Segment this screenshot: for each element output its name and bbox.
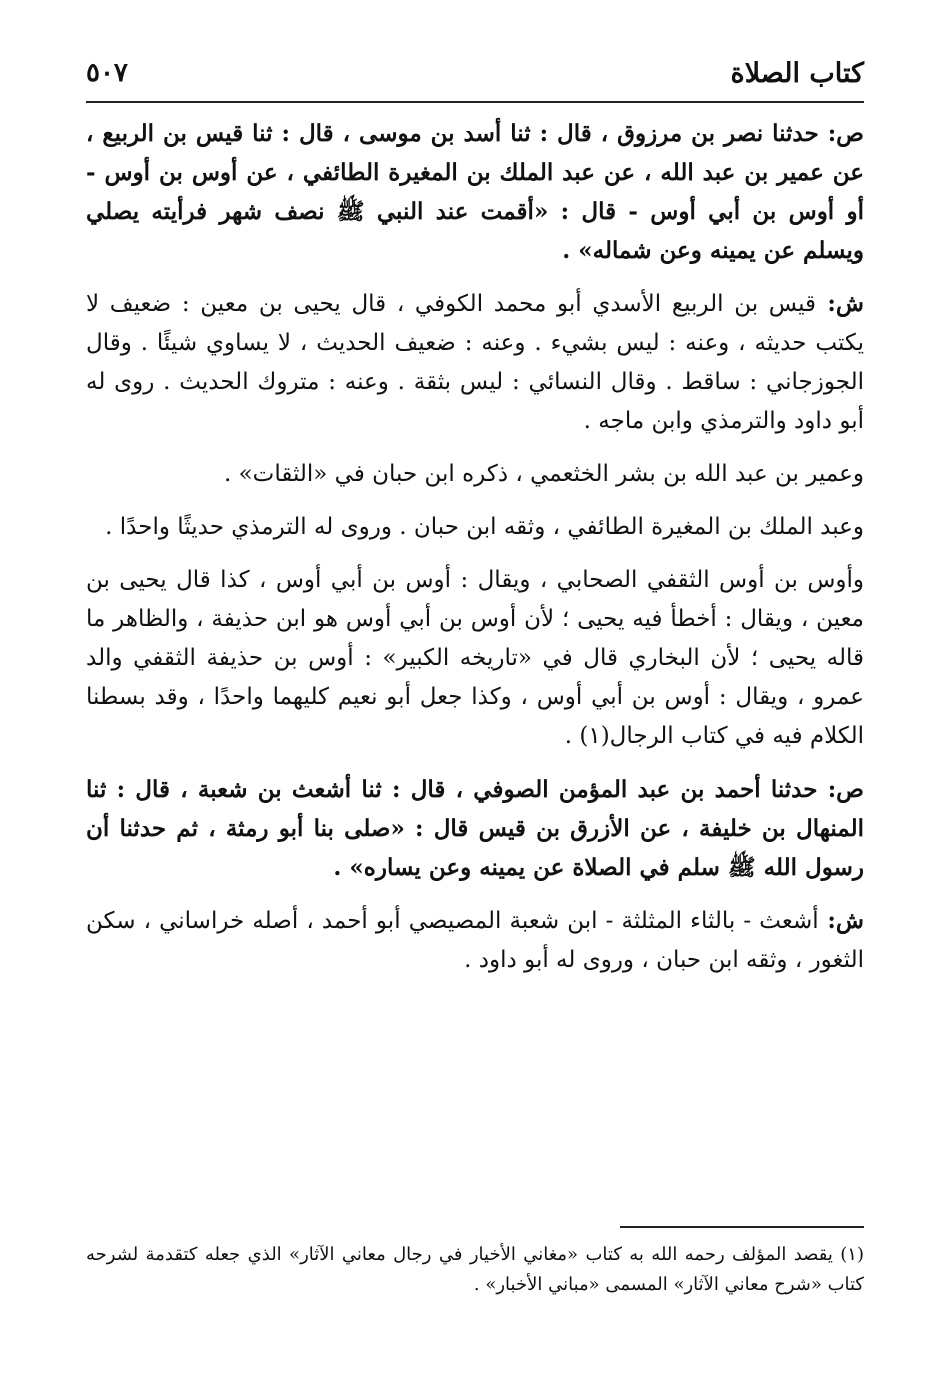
header-divider — [86, 101, 864, 103]
narrator-note-content: وعمير بن عبد الله بن بشر الخثعمي ، ذكره ابن حبان في «الثقات» . — [223, 461, 864, 487]
narrator-note-content: وأوس بن أوس الثقفي الصحابي ، ويقال : أوس بن أبي أوس ، كذا قال يحيى بن معين ، ويقال : أخطأ فيه يحيى ؛ لأن أوس بن أبي أوس هو ابن حذيفة ، والظاهر ما قاله يحيى ؛ لأن البخاري قال في «تاريخه الكبير» : أوس بن حذيفة الثقفي والد عمرو ، ويقال : أوس بن أبي أوس ، وكذا جعل أبو نعيم كليهما واحدًا ، وقد بسطنا الكلام فيه في كتاب الرجال(١) . — [86, 567, 864, 749]
hadith-text-content: حدثنا أحمد بن عبد المؤمن الصوفي ، قال : ثنا أشعث بن شعبة ، قال : ثنا المنهال بن خليفة ، عن الأزرق بن قيس قال : «صلى بنا أبو رمثة ، ثم حدثنا أن رسول الله ﷺ سلم في الصلاة عن يمينه وعن يساره» . — [86, 776, 864, 881]
commentary-content: أشعث - بالثاء المثلثة - ابن شعبة المصيصي أبو أحمد ، أصله خراساني ، سكن الثغور ، وثقه ابن حبان ، وروى له أبو داود . — [86, 908, 864, 973]
footnote: (١) يقصد المؤلف رحمه الله به كتاب «مغاني الأخيار في رجال معاني الآثار» الذي جعله كتقدمة لشرحه كتاب «شرح معاني الآثار» المسمى «مباني الأخبار» . — [86, 1244, 864, 1295]
main-text — [86, 114, 864, 994]
commentary-content: قيس بن الربيع الأسدي أبو محمد الكوفي ، قال يحيى بن معين : ضعيف لا يكتب حديثه ، وعنه : ليس بشيء . وعنه : ضعيف الحديث ، لا يساوي شيئًا . وقال الجوزجاني : ساقط . وقال النسائي : ليس بثقة . وعنه : متروك الحديث . روى له أبو داود والترمذي وابن ماجه . — [86, 291, 864, 434]
commentary-1 — [86, 284, 864, 441]
sad-marker: ص: — [818, 120, 864, 147]
narrator-note-content: وعبد الملك بن المغيرة الطائفي ، وثقه ابن حبان . وروى له الترمذي حديثًا واحدًا . — [105, 514, 864, 540]
sad-marker: ص: — [817, 776, 864, 803]
footnote-divider — [620, 1226, 864, 1228]
hadith-text-2 — [86, 770, 864, 887]
shin-marker: ش: — [816, 290, 864, 317]
page-number: ٥٠٧ — [86, 58, 128, 88]
narrator-note-abdulmalik — [86, 508, 864, 547]
page-header — [86, 58, 864, 98]
hadith-text-content: حدثنا نصر بن مرزوق ، قال : ثنا أسد بن موسى ، قال : ثنا قيس بن الربيع ، عن عمير بن عبد الله ، عن عبد الملك بن المغيرة الطائفي ، عن أوس بن أوس - أو أوس بن أبي أوس - قال : «أقمت عند النبي ﷺ نصف شهر فرأيته يصلي ويسلم عن يمينه وعن شماله» . — [86, 120, 864, 264]
shin-marker: ش: — [818, 907, 864, 934]
narrator-note-aws — [86, 561, 864, 756]
hadith-text-1 — [86, 114, 864, 270]
narrator-note-umair — [86, 455, 864, 494]
chapter-title: كتاب الصلاة — [730, 58, 864, 89]
commentary-2 — [86, 901, 864, 980]
